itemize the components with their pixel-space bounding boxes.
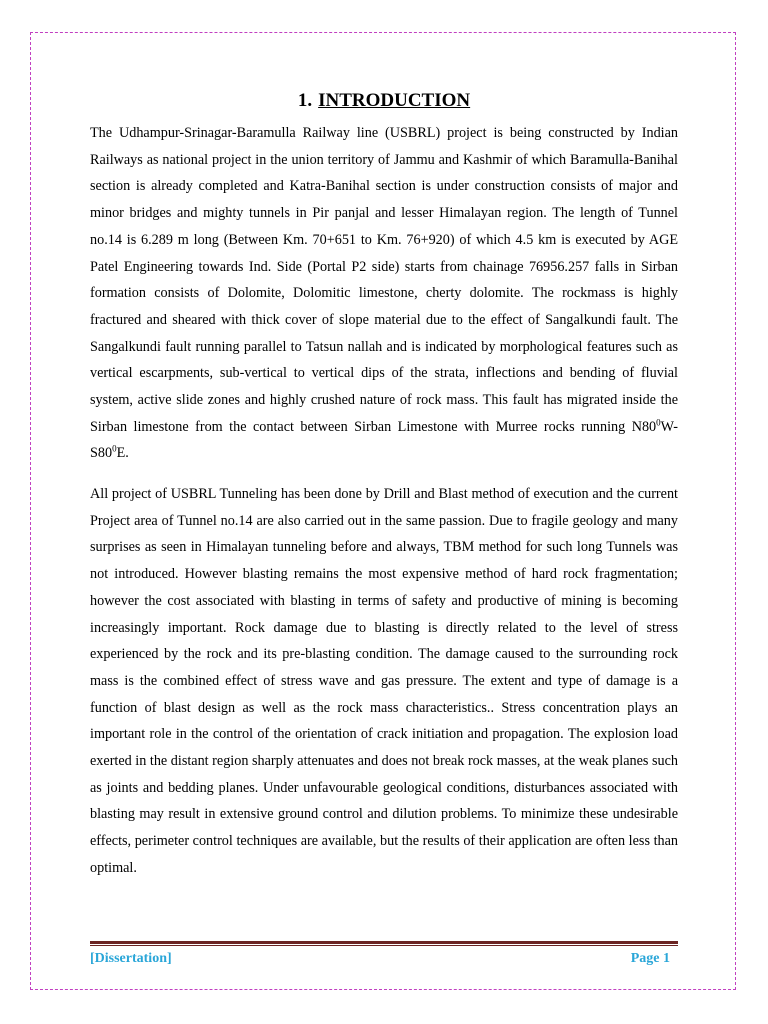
footer-page-number: Page 1 [630,951,670,966]
paragraph-2: All project of USBRL Tunneling has been done by Drill and Blast method of execution and the current Project area of Tunnel no.14 are also carried out in the same passion. Due to fragile geology and many surprises as seen in Himalayan tunneling before and always, TBM method for such long Tunnels was not introduced. However blasting remains the most expensive method of hard rock fragmentation; however the cost associated with blasting in terms of safety and productive of mining is becoming increasingly important. Rock damage due to blasting is directly related to the level of stress experienced by the rock and its pre-blasting condition. The damage caused to the surrounding rock mass is the combined effect of stress wave and gas pressure. The extent and type of damage is a function of blast design as well as the rock mass characteristics.. Stress concentration plays an important role in the control of the orientation of crack initiation and propagation. The explosion load exerted in the distant region sharply attenuates and does not break rock masses, at the weak planes such as joints and bedding planes. Under unfavourable geological conditions, disturbances associated with blasting may result in extensive ground control and dilution problems. To minimize these undesirable effects, perimeter control techniques are available, but the results of their application are often less than optimal. [90,486,678,876]
paragraph-1 [90,120,678,467]
section-number: 1. [297,89,313,111]
footer-document-label: [Dissertation] [90,951,172,966]
footer-rule-thin [90,945,678,946]
paragraph-1-end: E. [116,445,129,462]
paragraph-1-bearing: W- S80 [90,418,678,462]
section-heading [90,89,678,113]
paragraph-1-text: The Udhampur-Srinagar-Baramulla Railway line (USBRL) project is being constructed by Indian Railways as national project in the union territory of Jammu and Kashmir of which Baramulla-Banihal section is already completed and Katra-Banihal section is under construction consists of major and minor bridges and mighty tunnels in Pir panjal and lesser Himalayan region. The length of Tunnel no.14 is 6.289 m long (Between Km. 70+651 to Km. 76+920) of which 4.5 km is executed by AGE Patel Engineering towards Ind. Side (Portal P2 side) starts from chainage 76956.257 falls in Sirban formation consists of Dolomite, Dolomitic limestone, cherty dolomite. The rockmass is highly fractured and sheared with thick cover of slope material due to the effect of Sangalkundi fault. The Sangalkundi fault running parallel to Tatsun nallah and is indicated by morphological features such as vertical escarpments, sub-vertical to vertical dips of the strata, inflections and bending of fluvial system, active slide zones and highly crushed nature of rock mass. This fault has migrated inside the Sirban limestone from the contact between Sirban Limestone with Murree rocks running N80 [90,125,678,435]
footer-rule-thick [90,941,678,944]
section-title: INTRODUCTION [318,89,471,111]
degree-superscript: 0 [112,443,117,454]
degree-superscript: 0 [656,417,661,427]
